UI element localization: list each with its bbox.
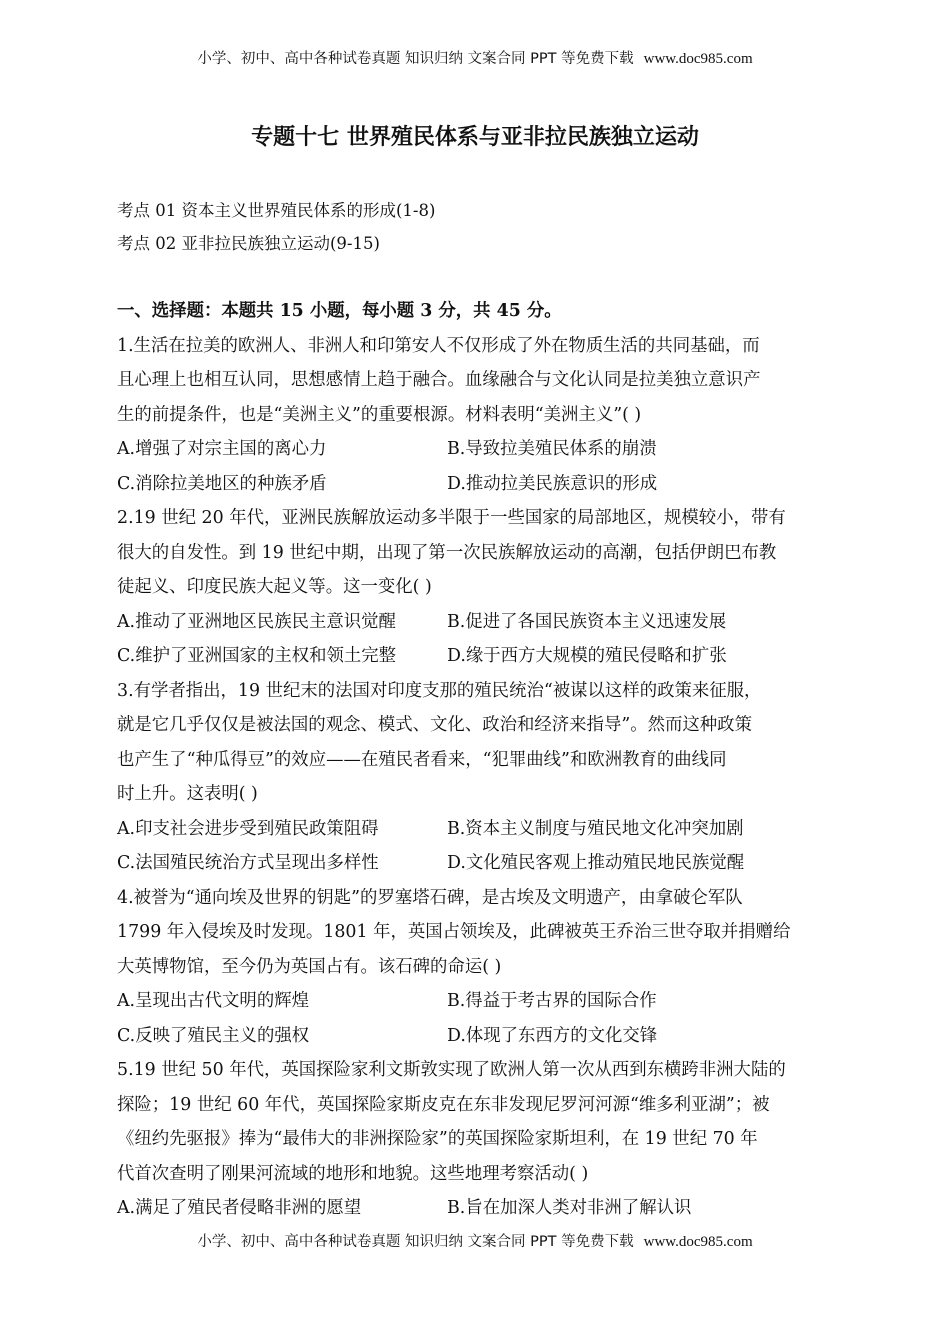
question-2-text: 徒起义、印度民族大起义等。这一变化( ) xyxy=(117,577,432,597)
question-2-text: 很大的自发性。到 19 世纪中期，出现了第一次民族解放运动的高潮，包括伊朗巴布教 xyxy=(117,542,777,563)
question-3-option: D.文化殖民客观上推动殖民地民族觉醒 xyxy=(447,853,745,873)
option-row xyxy=(117,432,837,467)
question-1-option: C.消除拉美地区的种族矛盾 xyxy=(117,473,327,494)
option-row xyxy=(117,1191,837,1226)
page-title: 专题十七 世界殖民体系与亚非拉民族独立运动 xyxy=(251,125,699,150)
question-3-text: 也产生了“种瓜得豆”的效应——在殖民者看来，“犯罪曲线”和欧洲教育的曲线同 xyxy=(117,749,727,770)
question-4-text: 4.被誉为“通向埃及世界的钥匙”的罗塞塔石碑，是古埃及文明遗产，由拿破仑军队 xyxy=(117,887,743,908)
option-row xyxy=(117,1019,837,1054)
question-5-option: A.满足了殖民者侵略非洲的愿望 xyxy=(117,1198,362,1218)
page-header xyxy=(0,47,950,68)
question-3-text: 时上升。这表明( ) xyxy=(117,784,258,804)
kaodian-1: 考点 01 资本主义世界殖民体系的形成(1-8) xyxy=(117,201,436,220)
page-footer xyxy=(0,1230,950,1251)
question-list xyxy=(117,294,837,1226)
question-5-text: 探险；19 世纪 60 年代，英国探险家斯皮克在东非发现尼罗河河源“维多利亚湖”；被 xyxy=(117,1094,770,1115)
option-row xyxy=(117,639,837,674)
question-4-option: D.体现了东西方的文化交锋 xyxy=(447,1025,658,1046)
question-5-text: 5.19 世纪 50 年代，英国探险家利文斯敦实现了欧洲人第一次从西到东横跨非洲大陆的 xyxy=(117,1060,786,1080)
option-row xyxy=(117,467,837,502)
header-text: 小学、初中、高中各种试卷真题 知识归纳 文案合同 PPT 等免费下载 xyxy=(197,51,634,67)
question-1-text: 生的前提条件，也是“美洲主义”的重要根源。材料表明“美洲主义”( ) xyxy=(117,404,642,425)
question-1-option: B.导致拉美殖民体系的崩溃 xyxy=(447,439,657,459)
question-4-text: 1799 年入侵埃及时发现。1801 年，英国占领埃及，此碑被英王乔治三世夺取并捐赠给 xyxy=(117,922,791,942)
kaodian-2: 考点 02 亚非拉民族独立运动(9-15) xyxy=(117,234,380,253)
question-3-option: C.法国殖民统治方式呈现出多样性 xyxy=(117,853,379,873)
section-heading: 一、选择题：本题共 15 小题，每小题 3 分，共 45 分。 xyxy=(117,301,562,321)
question-5-option: B.旨在加深人类对非洲了解认识 xyxy=(447,1198,692,1218)
question-1-option: A.增强了对宗主国的离心力 xyxy=(117,439,327,459)
question-4-option: B.得益于考古界的国际合作 xyxy=(447,991,657,1011)
question-2-text: 2.19 世纪 20 年代，亚洲民族解放运动多半限于一些国家的局部地区，规模较小，带有 xyxy=(117,508,786,528)
question-2-option: C.维护了亚洲国家的主权和领土完整 xyxy=(117,646,397,666)
question-1-text: 1.生活在拉美的欧洲人、非洲人和印第安人不仅形成了外在物质生活的共同基础，而 xyxy=(117,335,760,356)
question-4-option: A.呈现出古代文明的辉煌 xyxy=(117,991,309,1011)
question-2-option: A.推动了亚洲地区民族民主意识觉醒 xyxy=(117,611,396,632)
question-1-text: 且心理上也相互认同，思想感情上趋于融合。血缘融合与文化认同是拉美独立意识产 xyxy=(117,370,761,390)
option-row xyxy=(117,846,837,881)
question-3-option: B.资本主义制度与殖民地文化冲突加剧 xyxy=(447,818,744,839)
option-row xyxy=(117,984,837,1019)
question-5-text: 《纽约先驱报》捧为“最伟大的非洲探险家”的英国探险家斯坦利，在 19 世纪 70 年 xyxy=(117,1129,758,1149)
question-4-option: C.反映了殖民主义的强权 xyxy=(117,1025,310,1046)
question-2-option: B.促进了各国民族资本主义迅速发展 xyxy=(447,611,727,632)
question-1-option: D.推动拉美民族意识的形成 xyxy=(447,473,658,494)
footer-url[interactable]: www.doc985.com xyxy=(643,1234,753,1250)
question-3-option: A.印支社会进步受到殖民政策阻碍 xyxy=(117,818,379,839)
question-2-option: D.缘于西方大规模的殖民侵略和扩张 xyxy=(447,646,727,666)
question-3-text: 就是它几乎仅仅是被法国的观念、模式、文化、政治和经济来指导”。然而这种政策 xyxy=(117,715,752,735)
question-4-text: 大英博物馆，至今仍为英国占有。该石碑的命运( ) xyxy=(117,956,502,977)
option-row xyxy=(117,812,837,847)
option-row xyxy=(117,605,837,640)
header-url[interactable]: www.doc985.com xyxy=(643,51,753,67)
question-5-text: 代首次查明了刚果河流域的地形和地貌。这些地理考察活动( ) xyxy=(117,1163,589,1184)
footer-text: 小学、初中、高中各种试卷真题 知识归纳 文案合同 PPT 等免费下载 xyxy=(197,1234,634,1250)
question-3-text: 3.有学者指出，19 世纪末的法国对印度支那的殖民统治“被谋以这样的政策来征服， xyxy=(117,680,762,701)
